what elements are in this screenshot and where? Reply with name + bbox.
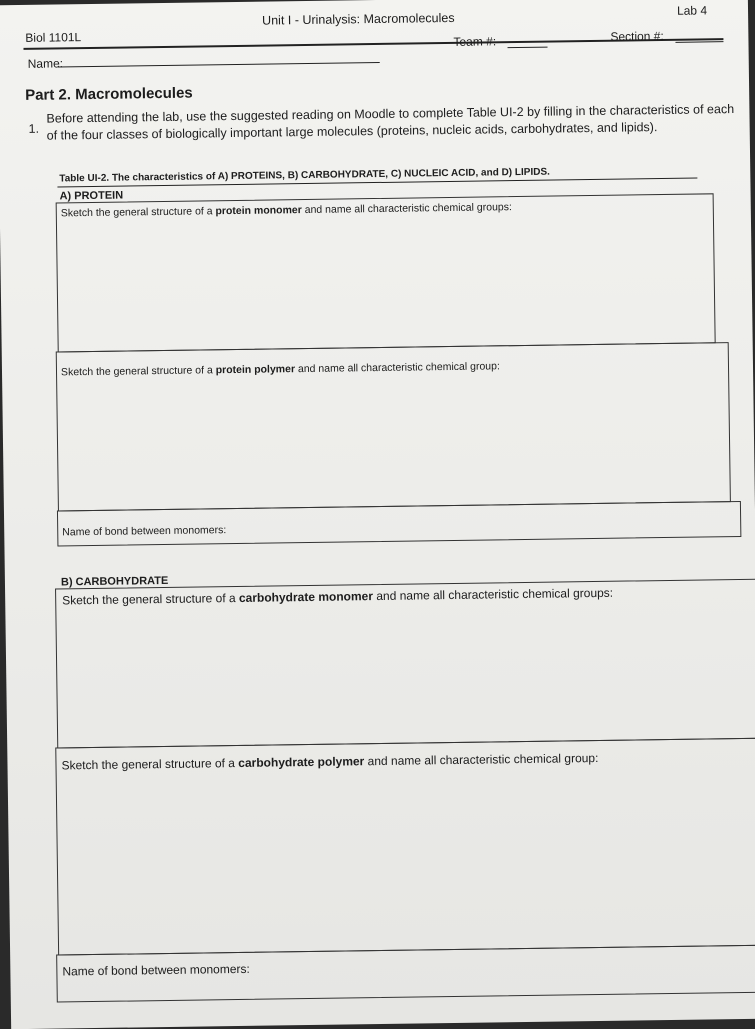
name-blank[interactable] xyxy=(58,62,380,67)
protein-polymer-box[interactable] xyxy=(56,342,731,511)
table-title: Table UI-2. The characteristics of A) PROTEINS, B) CARBOHYDRATE, C) NUCLEIC ACID, and D) LIPIDS. xyxy=(59,166,550,185)
section-label: Section #: xyxy=(610,28,664,44)
protein-monomer-box[interactable] xyxy=(56,193,716,352)
protein-monomer-prompt: Sketch the general structure of a protein monomer and name all characteristic chemical groups: xyxy=(60,201,512,220)
carbohydrate-monomer-box[interactable] xyxy=(55,579,755,749)
part-title: Part 2. Macromolecules xyxy=(25,84,193,104)
carbohydrate-polymer-prompt: Sketch the general structure of a carbohydrate polymer and name all characteristic chemical group: xyxy=(61,750,599,773)
instruction-text: Before attending the lab, use the suggested reading on Moodle to complete Table UI-2 by filling in the characteristics of each of the four classes of biologically important large molecules (proteins, nucleic acids, carbohydrates, and lipids). xyxy=(46,102,735,143)
team-blank[interactable] xyxy=(508,47,548,49)
course-code: Biol 1101L xyxy=(25,30,82,45)
carbohydrate-heading: B) CARBOHYDRATE xyxy=(60,574,169,589)
instruction-number: 1. xyxy=(28,121,40,136)
carbohydrate-monomer-prompt: Sketch the general structure of a carbohydrate monomer and name all characteristic chemical groups: xyxy=(62,585,614,608)
team-label: Team #: xyxy=(453,34,497,49)
protein-heading: A) PROTEIN xyxy=(59,189,124,203)
carbohydrate-polymer-box[interactable] xyxy=(55,738,755,956)
protein-polymer-prompt: Sketch the general structure of a protein polymer and name all characteristic chemical group: xyxy=(60,360,500,379)
protein-bond-label: Name of bond between monomers: xyxy=(62,524,227,539)
unit-title: Unit I - Urinalysis: Macromolecules xyxy=(262,10,455,28)
carbohydrate-bond-label: Name of bond between monomers: xyxy=(62,961,250,979)
carbohydrate-bond-box[interactable] xyxy=(56,945,755,1003)
lab-number: Lab 4 xyxy=(676,3,708,18)
name-label: Name: xyxy=(27,56,64,71)
section-blank[interactable] xyxy=(675,41,723,43)
